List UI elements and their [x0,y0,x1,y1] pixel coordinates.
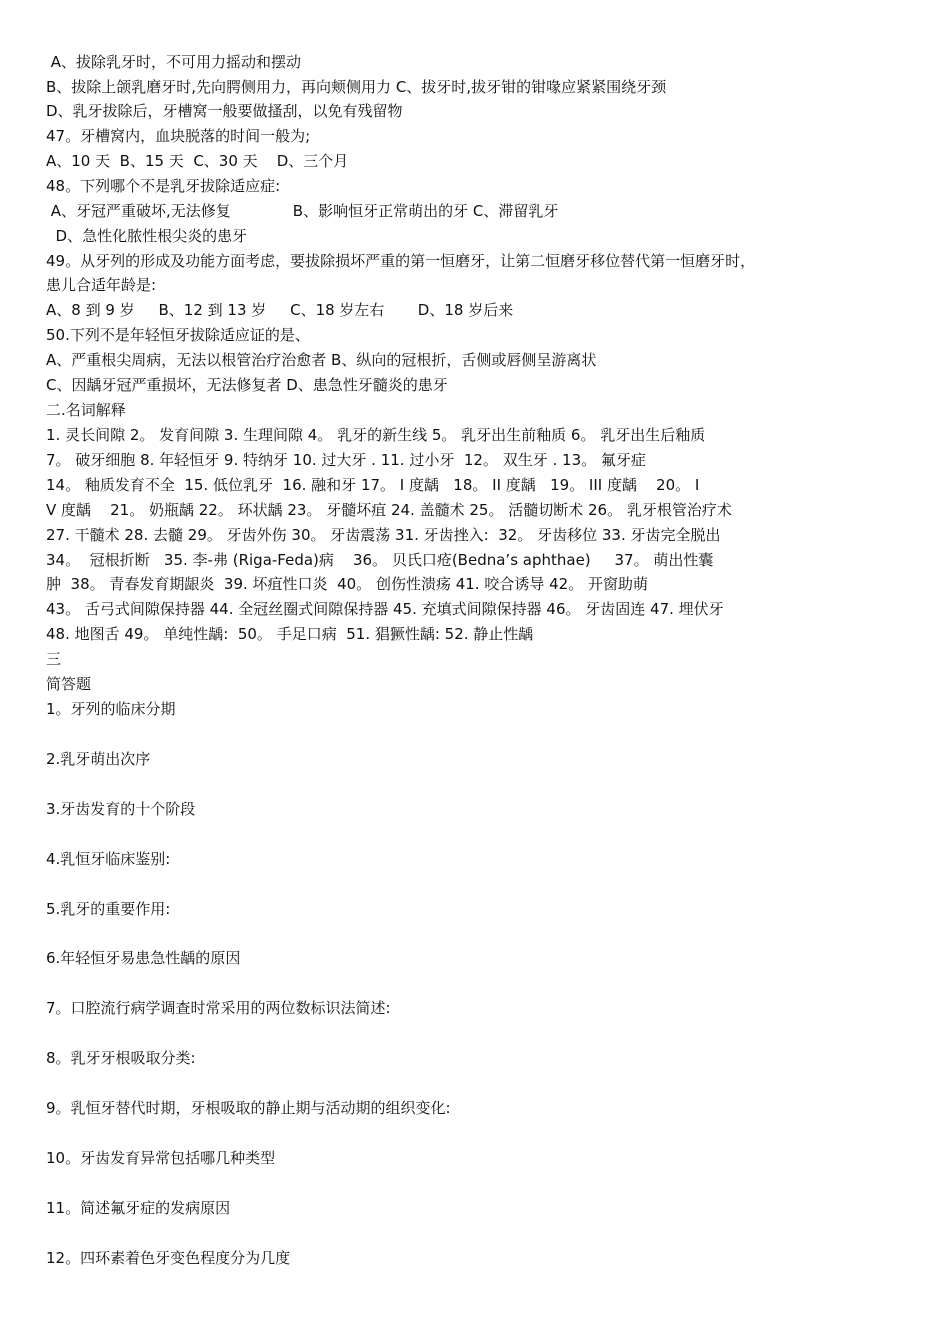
text-line: 49。从牙列的形成及功能方面考虑，要拔除损坏严重的第一恒磨牙，让第二恒磨牙移位替代第一恒磨牙时， [46,252,756,270]
text-line: 47。牙槽窝内，血块脱落的时间一般为; [46,127,311,145]
question-item: 3.牙齿发育的十个阶段 [46,800,196,818]
text-line: A、8 到 9 岁 B、12 到 13 岁 C、18 岁左右 D、18 岁后来 [46,301,514,319]
text-line: D、乳牙拔除后，牙槽窝一般要做搔刮，以免有残留物 [46,102,403,120]
question-item: 4.乳恒牙临床鉴别: [46,850,171,868]
question-item: 1。牙列的临床分期 [46,700,176,718]
question-item: 10。牙齿发育异常包括哪几种类型 [46,1149,276,1167]
question-item: 8。乳牙牙根吸取分类: [46,1049,196,1067]
text-line: A、拔除乳牙时，不可用力摇动和摆动 [46,53,302,71]
text-line: V 度龋 21。 奶瓶龋 22。 环状龋 23。 牙髓坏疽 24. 盖髓术 25。 活髓切断术 26。 乳牙根管治疗术 [46,501,732,519]
question-item: 5.乳牙的重要作用: [46,900,171,918]
text-line: 患儿合适年龄是: [46,276,157,294]
question-item: 7。口腔流行病学调查时常采用的两位数标识法简述: [46,999,391,1017]
section-heading: 三 [46,650,62,668]
question-item: 12。四环素着色牙变色程度分为几度 [46,1249,291,1267]
text-line: 7。 破牙细胞 8. 年轻恒牙 9. 特纳牙 10. 过大牙 . 11. 过小牙 12。 双生牙 . 13。 氟牙症 [46,451,646,469]
question-item: 6.年轻恒牙易患急性龋的原因 [46,949,241,967]
question-item: 2.乳牙萌出次序 [46,750,151,768]
text-line: 14。 釉质发育不全 15. 低位乳牙 16. 融和牙 17。 I 度龋 18。 II 度龋 19。 III 度龋 20。 I [46,476,700,494]
text-line: C、因龋牙冠严重损坏，无法修复者 D、患急性牙髓炎的患牙 [46,376,448,394]
text-line: A、牙冠严重破坏,无法修复 B、影响恒牙正常萌出的牙 C、滞留乳牙 [46,202,559,220]
text-line: 27. 干髓术 28. 去髓 29。 牙齿外伤 30。 牙齿震荡 31. 牙齿挫入: 32。 牙齿移位 33. 牙齿完全脱出 [46,526,721,544]
text-line: 肿 38。 青春发育期龈炎 39. 坏疽性口炎 40。 创伤性溃疡 41. 咬合诱导 42。 开窗助萌 [46,575,648,593]
text-line: 34。 冠根折断 35. 李-弗 (Riga-Feda)病 36。 贝氏口疮(Bedna’s aphthae) 37。 萌出性囊 [46,551,714,569]
question-item: 9。乳恒牙替代时期，牙根吸取的静止期与活动期的组织变化: [46,1099,451,1117]
text-line: 1. 灵长间隙 2。 发育间隙 3. 生理间隙 4。 乳牙的新生线 5。 乳牙出生前釉质 6。 乳牙出生后釉质 [46,426,706,444]
text-line: B、拔除上颌乳磨牙时,先向腭侧用力，再向颊侧用力 C、拔牙时,拔牙钳的钳喙应紧紧围绕牙颈 [46,78,667,96]
text-line: A、严重根尖周病，无法以根管治疗治愈者 B、纵向的冠根折，舌侧或唇侧呈游离状 [46,351,597,369]
text-line: A、10 天 B、15 天 C、30 天 D、三个月 [46,152,349,170]
text-line: 48。下列哪个不是乳牙拔除适应症: [46,177,281,195]
section-heading: 简答题 [46,675,92,693]
text-line: 43。 舌弓式间隙保持器 44. 全冠丝圈式间隙保持器 45. 充填式间隙保持器 46。 牙齿固连 47. 埋伏牙 [46,600,724,618]
text-line: 50.下列不是年轻恒牙拔除适应证的是、 [46,326,310,344]
section-heading: 二.名词解释 [46,401,126,419]
text-line: 48. 地图舌 49。 单纯性龋: 50。 手足口病 51. 猖獗性龋: 52. 静止性龋 [46,625,534,643]
text-line: D、急性化脓性根尖炎的患牙 [46,227,248,245]
question-item: 11。简述氟牙症的发病原因 [46,1199,231,1217]
